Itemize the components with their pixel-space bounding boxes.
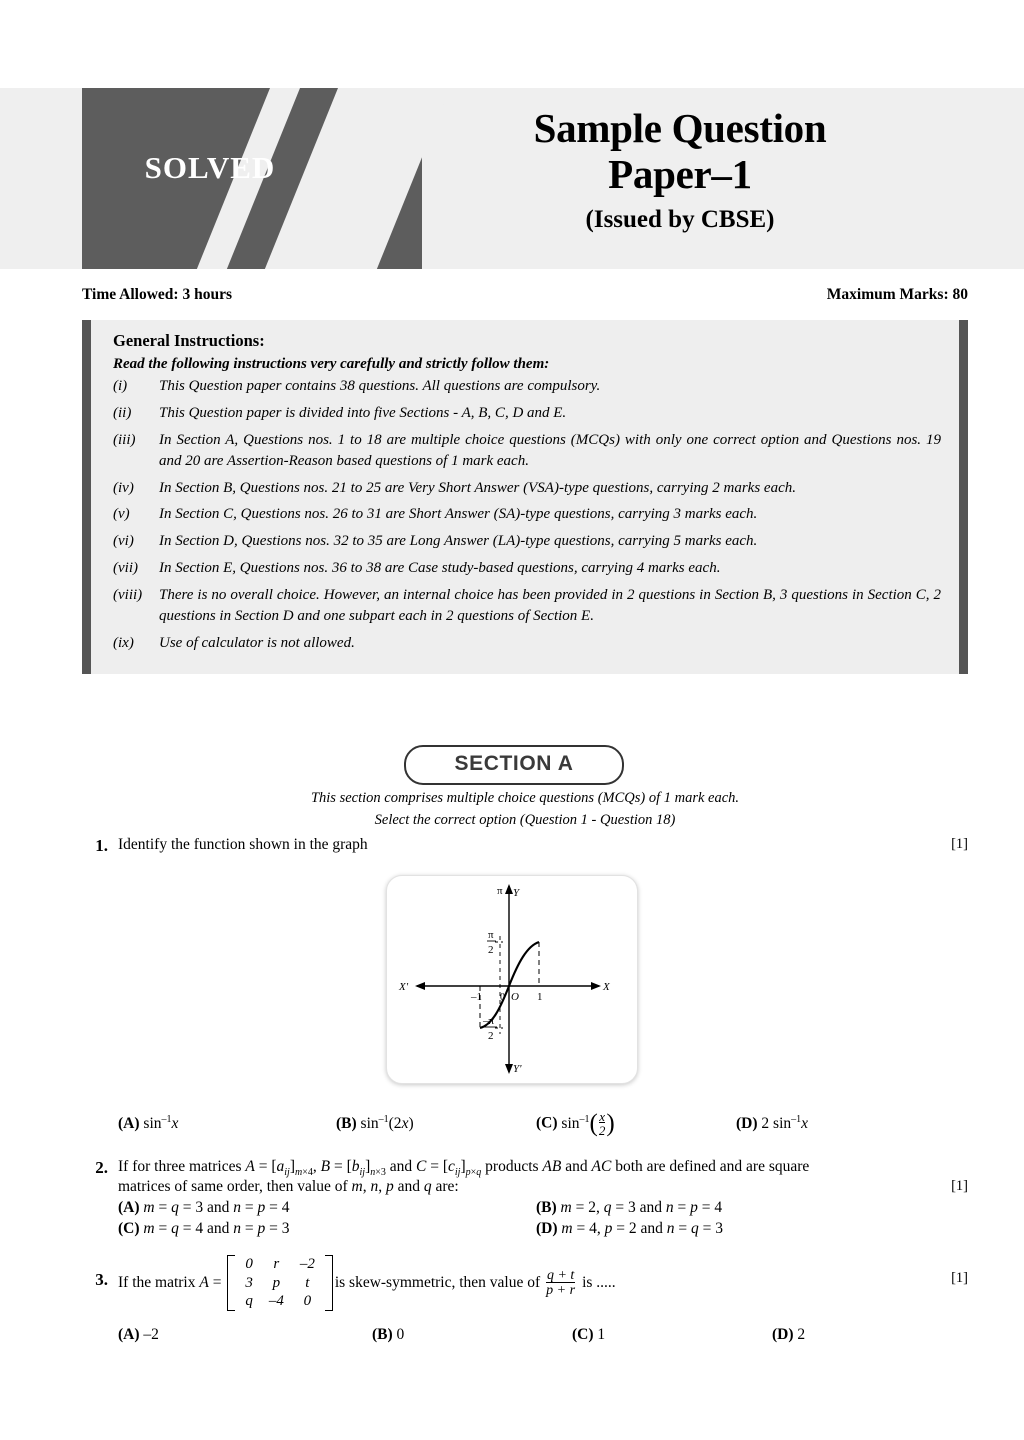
question-2 <box>82 1158 968 1241</box>
question-1-option-c-key: (C) <box>536 1114 558 1132</box>
question-2-option-b[interactable] <box>536 1199 722 1217</box>
instruction-text: This Question paper is divided into five Sections - A, B, C, D and E. <box>159 404 567 421</box>
svg-text:2: 2 <box>488 944 494 956</box>
matrix-row <box>237 1255 323 1274</box>
svg-text:–1: –1 <box>471 991 482 1003</box>
svg-text:π: π <box>497 885 503 897</box>
instruction-number: (vii) <box>113 560 138 577</box>
matrix-cell: –4 <box>268 1293 284 1310</box>
time-allowed: Time Allowed: 3 hours <box>82 286 232 303</box>
matrix-cell: t <box>305 1274 310 1291</box>
general-instructions-box <box>82 320 968 674</box>
question-3-fraction-denominator: p + r <box>546 1283 576 1298</box>
instruction-item <box>113 633 941 654</box>
page-header <box>0 88 1024 269</box>
matrix-cell: p <box>272 1274 281 1291</box>
instruction-number: (vi) <box>113 533 134 550</box>
question-3-option-d-key: (D) <box>772 1326 794 1343</box>
section-a-note-line-2: Select the correct option (Question 1 - Question 18) <box>374 811 676 828</box>
instruction-text: Use of calculator is not allowed. <box>159 634 355 651</box>
question-2-option-d[interactable] <box>536 1220 723 1238</box>
instruction-item <box>113 558 941 579</box>
instruction-number: (viii) <box>113 586 143 603</box>
svg-text:0: 0 <box>500 992 505 1003</box>
question-1-option-a[interactable] <box>118 1114 178 1133</box>
question-2-body <box>118 1158 968 1241</box>
question-2-option-d-key: (D) <box>536 1220 558 1238</box>
svg-text:–π: –π <box>483 1015 495 1027</box>
inverse-sine-graph <box>387 876 637 1083</box>
question-1-option-a-value: $\sin^{-1}x$ <box>143 1114 179 1133</box>
instructions-heading: General Instructions: <box>113 331 265 350</box>
question-1-options <box>82 1110 968 1144</box>
question-3 <box>82 1252 968 1348</box>
question-2-option-b-key: (B) <box>536 1199 557 1217</box>
question-1-option-d[interactable] <box>736 1114 808 1133</box>
question-1 <box>82 836 968 854</box>
svg-text:Y: Y <box>513 887 520 899</box>
question-3-option-b[interactable] <box>372 1326 404 1344</box>
exam-meta-row <box>82 286 968 304</box>
question-3-number: 3. <box>95 1270 108 1289</box>
question-1-option-c-value: $\sin^{-1}(\frac{x}{2})$ <box>561 1109 615 1139</box>
instruction-item <box>113 585 941 628</box>
section-a-note <box>82 788 968 832</box>
question-2-option-c[interactable] <box>118 1220 289 1238</box>
title-line-2: Paper–1 <box>608 150 752 197</box>
svg-text:2: 2 <box>488 1030 494 1042</box>
svg-text:X': X' <box>399 981 409 993</box>
instruction-item <box>113 430 941 473</box>
instructions-list <box>113 376 941 654</box>
question-1-option-a-key: (A) <box>118 1115 140 1133</box>
question-1-graph-card <box>386 875 638 1084</box>
question-3-option-d-value: 2 <box>797 1326 806 1343</box>
instruction-number: (iv) <box>113 479 134 496</box>
question-2-line-1: If for three matrices $A = [a_{ij}]_{m\times 4}$, $B = [b_{ij}]_{n\times 3}$ and $C = [c_{ij}]_{p\times q}$ products AB and AC both are defined and are square <box>118 1158 810 1179</box>
matrix-cell: r <box>273 1255 280 1272</box>
question-3-option-a[interactable] <box>118 1326 159 1344</box>
instruction-number: (iii) <box>113 431 136 448</box>
question-3-option-c-value: 1 <box>597 1326 606 1343</box>
question-3-matrix <box>227 1255 333 1311</box>
question-3-text-before: If the matrix A = <box>118 1274 226 1291</box>
matrix-row <box>237 1292 323 1311</box>
matrix-cell: 0 <box>303 1293 312 1310</box>
question-3-option-c[interactable] <box>572 1326 605 1344</box>
matrix-row <box>237 1274 323 1293</box>
question-3-text-end: is ..... <box>582 1274 616 1291</box>
instruction-item <box>113 478 941 499</box>
question-2-option-b-value: m = 2, q = 3 and n = p = 4 <box>560 1199 723 1217</box>
question-2-option-a[interactable] <box>118 1199 289 1217</box>
svg-text:π: π <box>488 929 494 941</box>
question-3-body <box>118 1252 968 1348</box>
instruction-text: This Question paper contains 38 questions. All questions are compulsory. <box>159 378 601 394</box>
svg-text:Y': Y' <box>513 1063 522 1075</box>
instruction-item <box>113 504 941 525</box>
maximum-marks: Maximum Marks: 80 <box>826 286 968 303</box>
question-2-marks: [1] <box>951 1178 968 1195</box>
question-1-option-d-key: (D) <box>736 1115 758 1133</box>
svg-text:O: O <box>511 991 519 1003</box>
instruction-text: In Section D, Questions nos. 32 to 35 are Long Answer (LA)-type questions, carrying 5 marks each. <box>159 533 758 550</box>
matrix-cell: –2 <box>299 1255 315 1272</box>
question-3-fraction-numerator: q + t <box>546 1267 575 1283</box>
question-3-statement <box>118 1252 968 1314</box>
question-1-body <box>118 836 968 854</box>
solved-badge: SOLVED <box>144 150 276 185</box>
instruction-text: In Section B, Questions nos. 21 to 25 are Very Short Answer (VSA)-type questions, carrying 2 marks each. <box>159 479 796 496</box>
section-a-pill: SECTION A <box>404 745 624 785</box>
instruction-item <box>113 403 941 424</box>
question-3-option-b-key: (B) <box>372 1326 393 1343</box>
instructions-lead: Read the following instructions very carefully and strictly follow them: <box>113 356 550 372</box>
title-subtitle: (Issued by CBSE) <box>585 205 775 233</box>
svg-text:1: 1 <box>537 991 543 1003</box>
instruction-text: In Section E, Questions nos. 36 to 38 are Case study-based questions, carrying 4 marks each. <box>159 560 721 577</box>
instruction-text: In Section C, Questions nos. 26 to 31 are Short Answer (SA)-type questions, carrying 3 marks each. <box>159 506 758 523</box>
instruction-text: In Section A, Questions nos. 1 to 18 are multiple choice questions (MCQs) with only one correct option and Questions nos. 19 and 20 are Assertion-Reason based questions of 1 mark each. <box>159 431 941 469</box>
question-3-options <box>118 1326 968 1348</box>
matrix-cell: 0 <box>245 1255 253 1272</box>
question-1-text: Identify the function shown in the graph <box>118 836 368 853</box>
question-2-option-a-key: (A) <box>118 1199 140 1217</box>
question-2-option-d-value: m = 4, p = 2 and n = q = 3 <box>561 1220 723 1238</box>
question-1-marks: [1] <box>951 836 968 852</box>
question-2-options-row-2 <box>118 1220 968 1241</box>
question-1-number: 1. <box>95 836 108 855</box>
instruction-number: (v) <box>113 506 130 523</box>
question-1-option-d-value: 2 $\sin^{-1}x$ <box>761 1114 809 1133</box>
matrix-cell: q <box>245 1293 253 1310</box>
question-3-marks: [1] <box>951 1270 968 1286</box>
matrix-cell: 3 <box>245 1274 253 1291</box>
question-2-option-a-value: m = q = 3 and n = p = 4 <box>143 1199 290 1217</box>
section-a-note-line-1: This section comprises multiple choice questions (MCQs) of 1 mark each. <box>310 790 740 806</box>
question-1-option-c[interactable] <box>536 1110 615 1138</box>
question-3-option-a-value: –2 <box>143 1326 159 1343</box>
question-3-option-a-key: (A) <box>118 1326 140 1343</box>
question-1-option-b-key: (B) <box>336 1115 357 1133</box>
question-1-option-b-value: $\sin^{-1}(2x)$ <box>360 1114 414 1133</box>
question-3-text-after: is skew-symmetric, then value of <box>334 1274 541 1291</box>
svg-text:X: X <box>603 981 610 993</box>
question-2-option-c-key: (C) <box>118 1220 140 1238</box>
matrix-right-bracket <box>325 1255 333 1311</box>
instruction-item <box>113 531 941 552</box>
question-2-option-c-value: m = q = 4 and n = p = 3 <box>143 1220 290 1238</box>
matrix-left-bracket <box>227 1255 235 1311</box>
instruction-number: (ix) <box>113 634 134 651</box>
instruction-item <box>113 376 941 397</box>
question-3-fraction <box>546 1268 575 1298</box>
question-1-option-b[interactable] <box>336 1114 414 1133</box>
question-3-option-b-value: 0 <box>396 1326 405 1343</box>
question-2-options-row-1 <box>118 1199 968 1220</box>
question-2-number: 2. <box>95 1158 108 1177</box>
question-3-option-d[interactable] <box>772 1326 805 1344</box>
question-2-line-2: matrices of same order, then value of m, n, p and q are: [1] <box>118 1178 968 1196</box>
instruction-text: There is no overall choice. However, an internal choice has been provided in 2 questions in Section B, 3 questions in Section C, 2 questions in Section D and one subpart each in 2 questions of Section E. <box>159 586 941 625</box>
title-block <box>420 106 940 234</box>
title-line-1: Sample Question <box>533 105 827 151</box>
question-3-option-c-key: (C) <box>572 1326 594 1343</box>
instruction-number: (ii) <box>113 404 132 421</box>
instruction-number: (i) <box>113 378 128 394</box>
